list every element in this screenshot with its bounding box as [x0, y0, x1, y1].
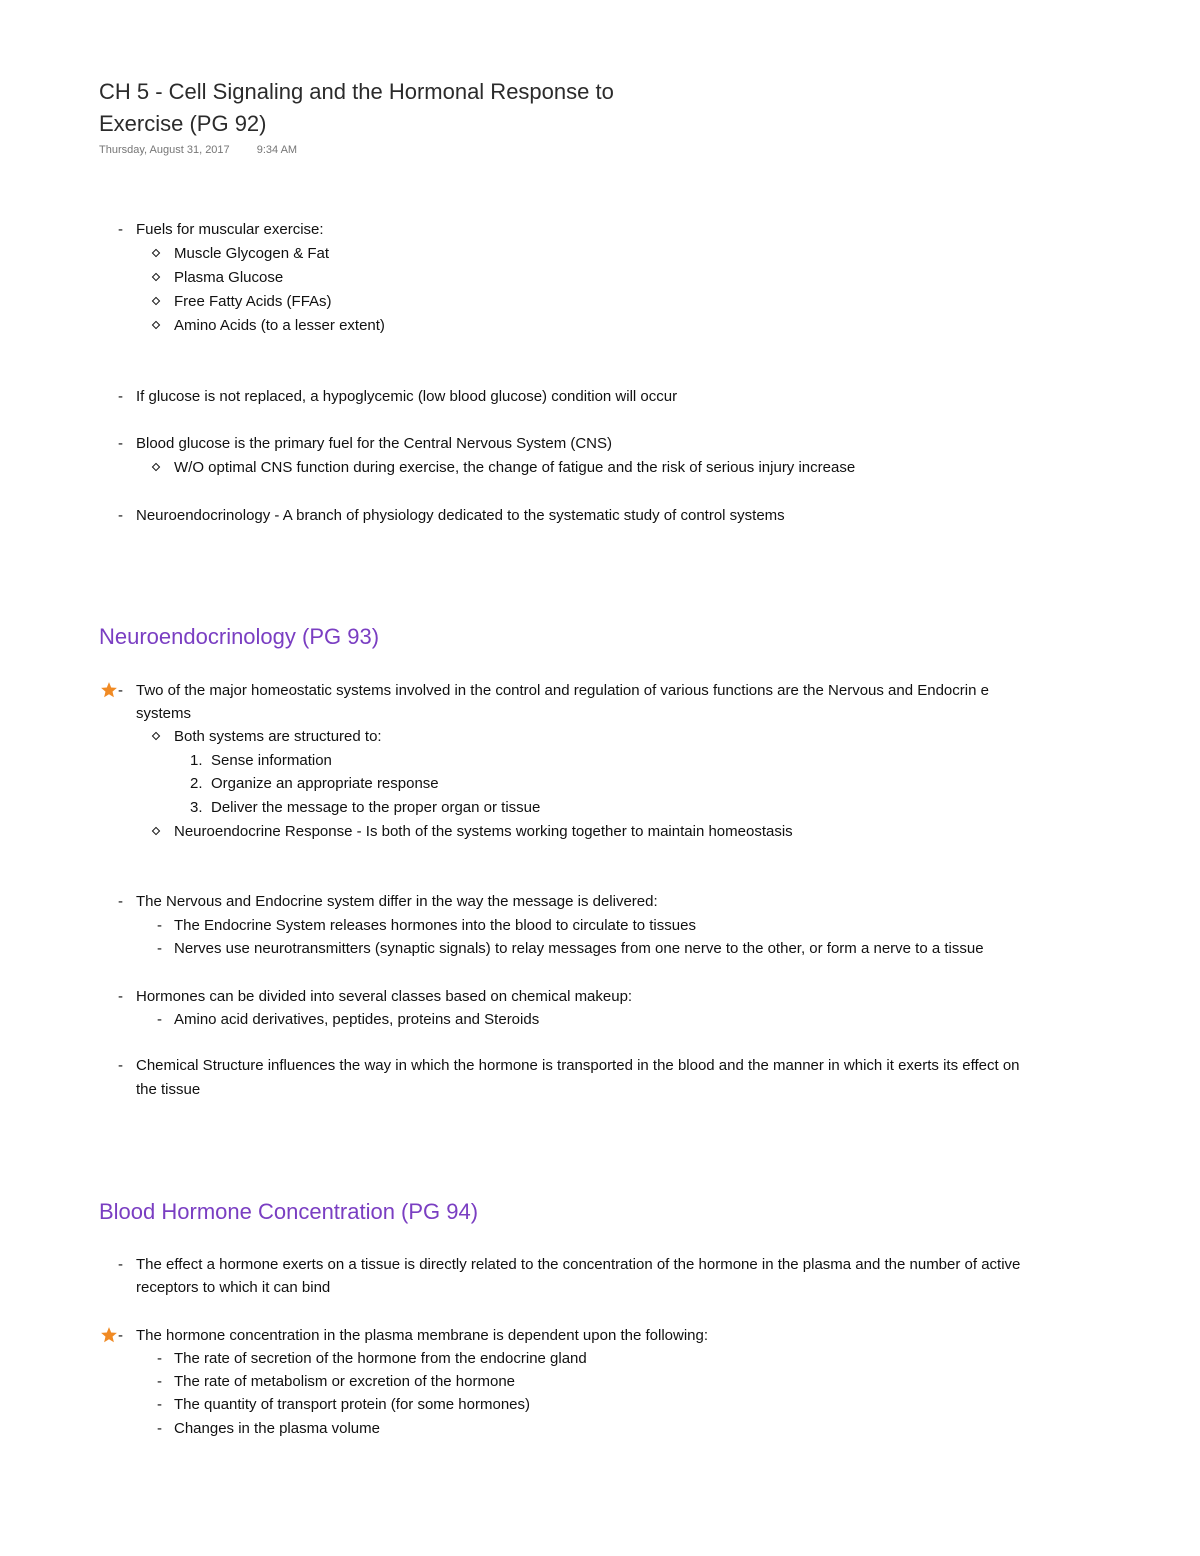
hollow-diamond-icon: [152, 249, 160, 257]
page-title: [99, 76, 739, 140]
dash-bullet: -: [118, 388, 123, 405]
dash-bullet: -: [157, 1396, 162, 1413]
hollow-diamond-icon: [152, 732, 160, 740]
hollow-diamond-icon: [152, 297, 160, 305]
dash-bullet: -: [118, 221, 123, 238]
note-page: CH 5 - Cell Signaling and the Hormonal Response to Exercise (PG 92) Thursday, August 31, 2017 9:34 AM - Fuels for muscular exercise: Muscle Glycogen & Fat Plasma Glucose Free Fatty Acids (FFAs) Amino Acids (to a lesser extent) - If glucose is not replaced, a hypoglycemic (low blood glucose) condition will occur - Blood glucose is the primary fuel for the Central Nervous System (CNS) W/O optimal CNS function during exercise, the change of fatigue and the risk of serious injury increase - Neuroendocrinology - A branch of physiology dedicated to the systematic study of control systems Neuroendocrinology (PG 93) - Two of the major homeostatic systems involved in the control and regulation of various functions are the Nervous and Endocrin e systems Both systems are structured to: 1. Sense information 2. Organize an appropriate response 3. Deliver the message to the proper organ or tissue Neuroendocrine Response - Is both of the systems working together to maintain homeostasis - The Nervous and Endocrine system differ in the way the message is delivered: - The Endocrine System releases hormones into the blood to circulate to tissues - Nerves use neurotransmitters (synaptic signals) to relay messages from one nerve to the other, or form a nerve to a tissue - Hormones can be divided into several classes based on chemical makeup: - Amino acid derivatives, peptides, proteins and Steroids - Chemical Structure influences the way in which the hormone is transported in the blood and the manner in which it exerts its effect on the tissue Blood Hormone Concentration (PG 94) - The effect a hormone exerts on a tissue is directly related to the concentration of the hormone in the plasma and the number of active receptors to which it can bind - The hormone concentration in the plasma membrane is dependent upon the following: - The rate of secretion of the hormone from the endocrine gland - The rate of metabolism or excretion of the hormone - The quantity of transport protein (for some hormones) - Changes in the plasma volume: [0, 0, 1200, 1556]
hollow-diamond-icon: [152, 827, 160, 835]
hollow-diamond-icon: [152, 321, 160, 329]
hollow-diamond-icon: [152, 463, 160, 471]
dash-bullet: -: [118, 893, 123, 910]
dash-bullet: -: [118, 1256, 123, 1273]
section-heading: Neuroendocrinology (PG 93): [99, 624, 380, 649]
hollow-diamond-icon: [152, 273, 160, 281]
note-timestamp: [99, 144, 297, 156]
note-time: 9:34 AM: [256, 144, 298, 156]
note-date: Thursday, August 31, 2017: [99, 144, 230, 156]
dash-bullet: -: [118, 682, 123, 699]
dash-bullet: -: [157, 1011, 162, 1028]
dash-bullet: -: [118, 988, 123, 1005]
page-title-line2: Exercise (PG 92): [99, 111, 267, 136]
dash-bullet: -: [118, 1327, 123, 1344]
dash-bullet: -: [157, 940, 162, 957]
dash-bullet: -: [118, 1057, 123, 1074]
section-heading: Blood Hormone Concentration (PG 94): [99, 1199, 479, 1224]
dash-bullet: -: [118, 507, 123, 524]
dash-bullet: -: [157, 1350, 162, 1367]
star-icon: [100, 681, 118, 699]
dash-bullet: -: [118, 435, 123, 452]
dash-bullet: -: [157, 917, 162, 934]
star-icon: [100, 1326, 118, 1344]
dash-bullet: -: [157, 1373, 162, 1390]
dash-bullet: -: [157, 1420, 162, 1437]
page-title-line1: CH 5 - Cell Signaling and the Hormonal Response to: [99, 79, 614, 104]
